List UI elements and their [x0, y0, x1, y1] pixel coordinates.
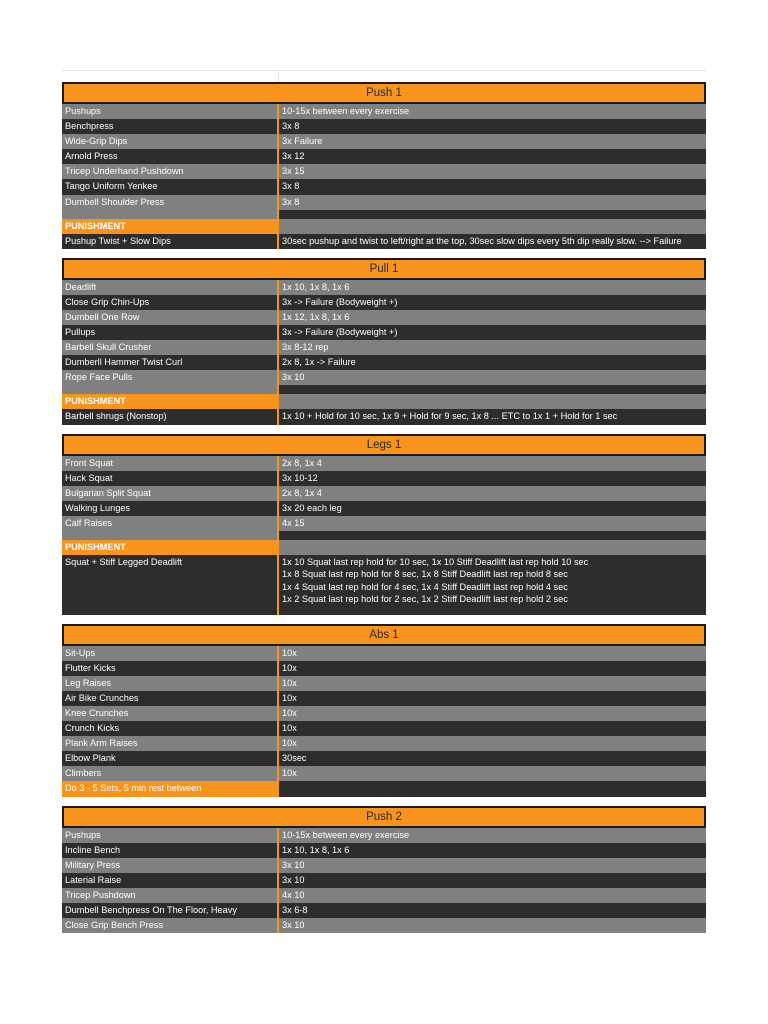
table-row [62, 370, 706, 385]
punishment-label[interactable]: PUNISHMENT [62, 540, 277, 555]
exercise-cell[interactable]: Pullups [65, 327, 96, 338]
table-row [62, 706, 706, 721]
empty-cell[interactable] [277, 540, 706, 555]
punishment-label-row [62, 394, 706, 409]
scheme-cell[interactable]: 3x 8 [277, 179, 706, 194]
section-header: Push 1 [62, 82, 706, 104]
empty-cell[interactable] [62, 210, 277, 219]
table-row [62, 325, 706, 340]
punishment-exercise-cell[interactable]: Barbell shrugs (Nonstop) [65, 411, 167, 422]
scheme-cell[interactable]: 10x [277, 661, 706, 676]
note-cell[interactable]: Do 3 - 5 Sets, 5 min rest between [62, 781, 277, 796]
table-row [62, 340, 706, 355]
table-row [62, 310, 706, 325]
table-row [62, 471, 706, 486]
exercise-cell[interactable]: Incline Bench [65, 844, 121, 855]
table-row [62, 736, 706, 751]
punishment-exercise-cell[interactable]: Squat + Stiff Legged Deadlift [65, 556, 183, 567]
workout-sheet [62, 70, 706, 942]
scheme-cell[interactable]: 1x 10, 1x 8, 1x 6 [277, 280, 706, 295]
table-row [62, 119, 706, 134]
exercise-cell[interactable]: Climbers [65, 768, 102, 779]
scheme-cell[interactable]: 3x 10 [277, 858, 706, 873]
scheme-cell[interactable]: 10x [277, 736, 706, 751]
exercise-cell[interactable]: Tricep Pushdown [65, 889, 136, 900]
spreadsheet-gridline [62, 70, 706, 82]
table-row [62, 646, 706, 661]
table-row [62, 721, 706, 736]
scheme-cell[interactable]: 10x [277, 706, 706, 721]
punishment-detail-cell[interactable] [277, 409, 706, 424]
table-row [62, 149, 706, 164]
table-row [62, 355, 706, 370]
empty-cell[interactable] [62, 385, 277, 394]
scheme-cell[interactable]: 3x 10-12 [277, 471, 706, 486]
scheme-cell[interactable]: 1x 10, 1x 8, 1x 6 [277, 843, 706, 858]
spacer-row [62, 385, 706, 394]
exercise-cell[interactable]: Tricep Underhand Pushdown [65, 166, 184, 177]
exercise-cell[interactable]: Walking Lunges [65, 502, 131, 513]
exercise-cell[interactable]: Close Grip Chin-Ups [65, 296, 150, 307]
scheme-cell[interactable]: 3x 10 [277, 873, 706, 888]
punishment-label[interactable]: PUNISHMENT [62, 219, 277, 234]
exercise-cell[interactable]: Plank Arm Raises [65, 738, 138, 749]
empty-cell[interactable] [277, 385, 706, 394]
punishment-detail-line: 1x 4 Squat last rep hold for 4 sec, 1x 4 Stiff Deadlift last rep hold 4 sec [282, 581, 568, 592]
table-row [62, 676, 706, 691]
table-row [62, 104, 706, 119]
exercise-cell[interactable]: Knee Crunches [65, 707, 129, 718]
table-row [62, 903, 706, 918]
exercise-cell[interactable]: Tango Uniform Yenkee [65, 181, 158, 192]
punishment-detail-line: 1x 10 Squat last rep hold for 10 sec, 1x 10 Stiff Deadlift last rep hold 10 sec [282, 556, 589, 567]
scheme-cell[interactable]: 10x [277, 646, 706, 661]
table-row [62, 195, 706, 210]
exercise-cell[interactable]: Bulgarian Split Squat [65, 487, 151, 498]
table-row [62, 661, 706, 676]
punishment-label[interactable]: PUNISHMENT [62, 394, 277, 409]
exercise-cell[interactable]: Flutter Kicks [65, 662, 116, 673]
punishment-label-row [62, 219, 706, 234]
empty-cell[interactable] [277, 531, 706, 540]
section-header: Pull 1 [62, 258, 706, 280]
scheme-cell[interactable]: 10x [277, 766, 706, 781]
scheme-cell[interactable]: 1x 12, 1x 8, 1x 6 [277, 310, 706, 325]
section-pull-1 [62, 258, 706, 425]
exercise-cell[interactable]: Barbell Skull Crusher [65, 342, 152, 353]
exercise-cell[interactable]: Elbow Plank [65, 753, 116, 764]
table-row [62, 843, 706, 858]
punishment-detail-line: 30sec pushup and twist to left/right at the top, 30sec slow dips every 5th dip really slow. --> Failure [282, 235, 682, 246]
table-row [62, 486, 706, 501]
section-legs-1 [62, 434, 706, 615]
scheme-cell[interactable]: 3x 8 [277, 195, 706, 210]
section-push-2 [62, 806, 706, 934]
table-row [62, 918, 706, 933]
exercise-cell[interactable]: Dumbell Benchpress On The Floor, Heavy [65, 905, 237, 915]
exercise-cell[interactable]: Close Grip Bench Press [65, 920, 164, 931]
table-row [62, 164, 706, 179]
punishment-row [62, 555, 706, 615]
punishment-exercise-cell[interactable]: Pushup Twist + Slow Dips [65, 235, 171, 246]
punishment-detail-line: 1x 8 Squat last rep hold for 8 sec, 1x 8 Stiff Deadlift last rep hold 8 sec [282, 569, 568, 580]
empty-cell[interactable] [277, 781, 706, 796]
exercise-cell[interactable]: Dumbell Shoulder Press [65, 196, 165, 207]
scheme-cell[interactable]: 3x 15 [277, 164, 706, 179]
exercise-cell[interactable]: Leg Raises [65, 677, 111, 688]
table-row [62, 858, 706, 873]
exercise-cell[interactable]: Dumberll Hammer Twist Curl [65, 357, 183, 368]
empty-cell[interactable] [277, 219, 706, 234]
exercise-cell[interactable]: Dumbell One Row [65, 311, 140, 322]
table-row [62, 295, 706, 310]
exercise-cell[interactable]: Military Press [65, 859, 121, 870]
scheme-cell[interactable]: 3x 10 [277, 370, 706, 385]
section-header: Abs 1 [62, 624, 706, 646]
note-row [62, 781, 706, 796]
table-row [62, 766, 706, 781]
table-row [62, 828, 706, 843]
scheme-cell[interactable]: 3x Failure [277, 134, 706, 149]
scheme-cell[interactable]: 10-15x between every exercise [277, 104, 706, 119]
scheme-cell[interactable]: 4x 15 [277, 516, 706, 531]
table-row [62, 280, 706, 295]
table-row [62, 134, 706, 149]
exercise-cell[interactable]: Pushups [65, 829, 101, 840]
exercise-cell[interactable]: Air Bike Crunches [65, 692, 139, 703]
empty-cell[interactable] [62, 531, 277, 540]
table-row [62, 751, 706, 766]
table-row [62, 691, 706, 706]
exercise-cell[interactable]: Benchpress [65, 121, 114, 132]
section-header: Legs 1 [62, 434, 706, 456]
punishment-detail-line: 1x 10 + Hold for 10 sec, 1x 9 + Hold for 9 sec, 1x 8 ... ETC to 1x 1 + Hold for 1 sec [282, 411, 618, 422]
scheme-cell[interactable]: 3x 10 [277, 918, 706, 933]
section-abs-1 [62, 624, 706, 797]
scheme-cell[interactable]: 2x 8, 1x 4 [277, 486, 706, 501]
scheme-cell[interactable]: 3x 8 [277, 119, 706, 134]
exercise-cell[interactable]: Calf Raises [65, 517, 112, 528]
exercise-cell[interactable]: Sit-Ups [65, 647, 96, 658]
exercise-cell[interactable]: Laterial Raise [65, 874, 122, 885]
table-row [62, 456, 706, 471]
punishment-row [62, 409, 706, 424]
scheme-cell[interactable]: 4x 10 [277, 888, 706, 903]
spacer-row [62, 210, 706, 219]
scheme-cell[interactable]: 10x [277, 691, 706, 706]
section-header: Push 2 [62, 806, 706, 828]
scheme-cell[interactable]: 30sec [277, 751, 706, 766]
exercise-cell[interactable]: Crunch Kicks [65, 723, 120, 734]
exercise-cell[interactable]: Deadlift [65, 281, 97, 292]
scheme-cell[interactable]: 3x 8-12 rep [277, 340, 706, 355]
scheme-cell[interactable]: 10-15x between every exercise [277, 828, 706, 843]
punishment-detail-line: 1x 2 Squat last rep hold for 2 sec, 1x 2 Stiff Deadlift last rep hold 2 sec [282, 594, 568, 605]
scheme-cell[interactable]: 3x -> Failure (Bodyweight +) [277, 325, 706, 340]
exercise-cell[interactable]: Arnold Press [65, 151, 118, 162]
spacer-row [62, 531, 706, 540]
exercise-cell[interactable]: Front Squat [65, 457, 114, 468]
table-row [62, 873, 706, 888]
table-row [62, 179, 706, 194]
punishment-row [62, 234, 706, 249]
scheme-cell[interactable]: 10x [277, 721, 706, 736]
empty-cell[interactable] [277, 210, 706, 219]
punishment-detail-cell[interactable] [277, 555, 706, 615]
exercise-cell[interactable]: Rope Face Pulls [65, 372, 133, 383]
table-row [62, 501, 706, 516]
exercise-cell[interactable]: Pushups [65, 106, 101, 116]
scheme-cell[interactable]: 3x 20 each leg [277, 501, 706, 516]
scheme-cell[interactable]: 3x 12 [277, 149, 706, 164]
scheme-cell[interactable]: 3x 6-8 [277, 903, 706, 918]
punishment-detail-cell[interactable] [277, 234, 706, 249]
exercise-cell[interactable]: Wide-Grip Dips [65, 136, 128, 147]
table-row [62, 888, 706, 903]
punishment-label-row [62, 540, 706, 555]
scheme-cell[interactable]: 2x 8, 1x -> Failure [277, 355, 706, 370]
section-push-1 [62, 82, 706, 249]
scheme-cell[interactable]: 10x [277, 676, 706, 691]
scheme-cell[interactable]: 2x 8, 1x 4 [277, 456, 706, 471]
exercise-cell[interactable]: Hack Squat [65, 472, 113, 483]
empty-cell[interactable] [277, 394, 706, 409]
scheme-cell[interactable]: 3x -> Failure (Bodyweight +) [277, 295, 706, 310]
table-row [62, 516, 706, 531]
